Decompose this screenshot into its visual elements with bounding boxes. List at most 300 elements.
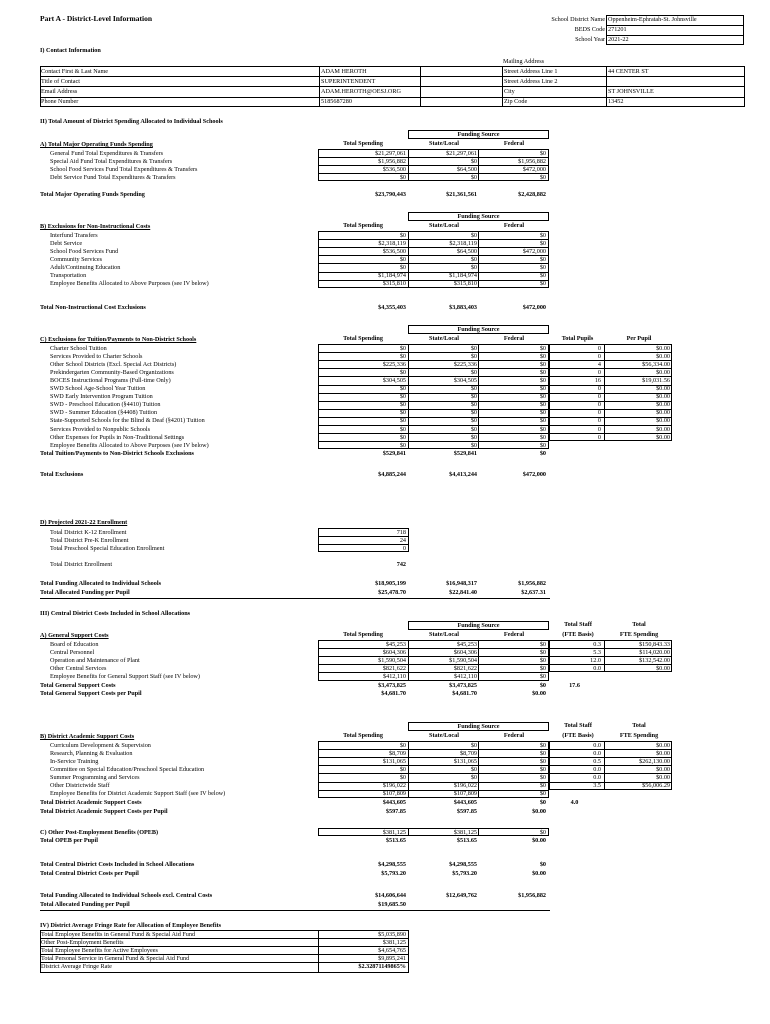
staff-value: 0.5 [593, 757, 601, 765]
mailing-value: 13452 [608, 98, 624, 106]
fte-spending-value: $0.00 [656, 765, 670, 773]
per-pupil-label: Total General Support Costs per Pupil [40, 690, 142, 697]
section-3b-title: B) District Academic Support Costs [40, 733, 135, 740]
row-label: Board of Education [50, 640, 99, 648]
row-total: $0 [399, 173, 406, 181]
contact-label: Phone Number [41, 98, 79, 106]
excl-central-label: Total Funding Allocated to Individual Schools excl. Central Costs [40, 892, 213, 899]
row-label: Research, Planning & Evaluation [50, 749, 133, 757]
col-fte-basis: (FTE Basis) [562, 631, 594, 638]
row-label: Other Expenses for Pupils in Non-Traditional Settings [50, 433, 185, 441]
row-federal: $0 [539, 664, 546, 672]
row-total: $0 [399, 741, 406, 749]
row-label: SWD Early Intervention Program Tuition [50, 393, 153, 401]
row-state: $0 [470, 409, 477, 417]
staff-value: 0.0 [593, 741, 601, 749]
opeb-per-pupil-state: $513.65 [456, 837, 477, 844]
row-label: Adult/Continuing Education [50, 263, 121, 271]
contact-value: SUPERINTENDENT [321, 77, 376, 85]
general-support-per-pupil-federal: $0.00 [532, 690, 546, 697]
col-fte-basis: (FTE Basis) [562, 732, 594, 739]
row-total: $0 [399, 417, 406, 425]
pupil-count: 0 [597, 409, 601, 417]
excl-per-pupil-label: Total Allocated Funding per Pupil [40, 901, 130, 908]
row-total: $107,809 [382, 790, 406, 798]
section-4-heading: IV) District Average Fringe Rate for Allocation of Employee Benefits [40, 922, 222, 929]
fte-spending-value: $0.00 [656, 749, 670, 757]
school-year-value: 2021-22 [608, 36, 629, 43]
row-label: Debt Service [50, 239, 83, 247]
row-federal: $0 [539, 255, 546, 263]
row-total: $821,622 [382, 664, 406, 672]
row-total: $0 [399, 441, 406, 449]
row-label: Employee Benefits Allocated to Above Purposes (see IV below) [50, 441, 209, 449]
pupil-count: 0 [597, 401, 601, 409]
section-2c-title: C) Exclusions for Tuition/Payments to Non-District Schools [40, 336, 197, 343]
row-state: $0 [470, 441, 477, 449]
mailing-label: Zip Code [504, 98, 528, 106]
row-label: Other School Districts (Excl. Special Act Districts) [50, 360, 177, 368]
row-total: $0 [399, 433, 406, 441]
row-federal: $0 [539, 640, 546, 648]
enrollment-label: Total Preschool Special Education Enrollment [50, 544, 165, 552]
per-pupil-value: $0.00 [656, 385, 670, 392]
row-state: $8,709 [459, 749, 477, 757]
fringe-value: $5,035,890 [378, 930, 406, 938]
row-label: General Fund Total Expenditures & Transfers [50, 149, 164, 157]
rule-line [40, 76, 745, 77]
total-exclusions-label: Total Exclusions [40, 471, 84, 478]
total-row-label: Total Tuition/Payments to Non-District Schools Exclusions [40, 450, 194, 457]
total-general-support-state: $3,473,825 [449, 682, 477, 689]
total-major-federal: $2,428,882 [518, 191, 546, 198]
row-label: Transportation [50, 272, 87, 279]
funding-total-federal: $1,956,882 [518, 580, 546, 587]
row-federal: $0 [539, 393, 546, 401]
row-label: Services Provided to Charter Schools [50, 352, 143, 360]
row-total: $0 [399, 409, 406, 417]
row-federal: $0 [539, 417, 546, 425]
fte-spending-value: $0.00 [656, 741, 670, 749]
section-3c-title: C) Other Post-Employment Benefits (OPEB) [40, 828, 159, 836]
contact-heading: I) Contact Information [40, 47, 101, 54]
total-row-label: Total District Academic Support Costs [40, 799, 142, 806]
fte-spending-value: $56,006.29 [642, 782, 670, 789]
per-pupil-value: $0.00 [656, 417, 670, 425]
page-title: Part A - District-Level Information [40, 14, 153, 23]
col-total-spending: Total Spending [343, 335, 383, 342]
per-pupil-label: Total Allocated Funding per Pupil [40, 589, 130, 596]
per-pupil-federal: $2,637.31 [521, 589, 546, 596]
district-name-label: School District Name [551, 16, 605, 23]
row-total: $0 [399, 765, 406, 773]
rule-line [40, 598, 550, 599]
per-pupil-total: $25,478.70 [378, 589, 406, 596]
central-per-pupil-label: Total Central District Costs per Pupil [40, 870, 139, 877]
total-row-label: Total Non-Instructional Cost Exclusions [40, 304, 146, 311]
col-state-local: State/Local [429, 732, 459, 739]
section-2b-title: B) Exclusions for Non-Instructional Costs [40, 223, 151, 230]
col-fte-spending: FTE Spending [619, 732, 659, 739]
row-federal: $0 [539, 672, 546, 680]
row-federal: $0 [539, 352, 546, 360]
row-label: Employee Benefits for General Support Staff (see IV below) [50, 672, 200, 680]
row-state: $0 [470, 417, 477, 425]
row-total: $536,500 [382, 165, 406, 173]
excl-central-federal: $1,956,882 [518, 892, 546, 899]
row-state: $304,505 [453, 376, 477, 384]
enrollment-total-label: Total District Enrollment [50, 561, 113, 568]
row-total: $0 [399, 352, 406, 360]
funding-source-label: Funding Source [457, 131, 500, 138]
total-major-state: $21,361,561 [446, 191, 477, 198]
row-total: $315,810 [382, 280, 406, 288]
row-state: $0 [470, 231, 477, 239]
total-row-label: Total General Support Costs [40, 682, 116, 689]
row-state: $604,306 [453, 648, 477, 656]
row-total: $0 [399, 255, 406, 263]
row-state: $1,184,974 [449, 272, 477, 279]
mailing-label: Street Address Line 1 [504, 67, 558, 75]
col-total-staff: Total Staff [564, 621, 592, 628]
row-federal: $0 [539, 765, 546, 773]
row-label: In-Service Training [50, 757, 99, 765]
col-federal: Federal [503, 732, 525, 739]
row-state: $0 [470, 344, 477, 352]
col-federal: Federal [503, 335, 525, 342]
enrollment-total-value: 742 [396, 561, 406, 568]
central-total-state: $4,298,555 [449, 861, 477, 868]
row-total: $225,336 [382, 360, 406, 368]
fte-spending-value: $114,020.00 [639, 648, 670, 656]
fte-spending-value: $0.00 [656, 773, 670, 781]
pupil-count: 0 [597, 344, 601, 352]
staff-value: 5.3 [593, 648, 601, 656]
row-state: $21,297,061 [446, 149, 477, 157]
row-federal: $0 [539, 231, 546, 239]
row-total: $0 [399, 385, 406, 392]
row-federal: $0 [539, 280, 546, 288]
row-label: School Food Services Fund [50, 247, 119, 255]
row-label: Community Services [50, 255, 103, 263]
fringe-label: Total Employee Benefits in General Fund & Special Aid Fund [41, 930, 196, 938]
fte-spending-value: $0.00 [656, 664, 670, 672]
col-fte-spending: FTE Spending [619, 631, 659, 638]
fringe-value: $381,125 [382, 938, 406, 946]
row-label: Curriculum Development & Supervision [50, 741, 151, 749]
central-total-total: $4,298,555 [378, 861, 406, 868]
row-total: $0 [399, 401, 406, 409]
row-total: $21,297,061 [375, 149, 406, 157]
fringe-value: $2.32871149865% [358, 962, 406, 970]
total-noninstructional-federal: $472,000 [522, 304, 546, 311]
row-federal: $472,000 [522, 247, 546, 255]
row-label: Services Provided to Nonpublic Schools [50, 425, 151, 433]
total-tuition-federal: $0 [539, 450, 546, 457]
beds-code-value: 271201 [608, 26, 627, 33]
per-pupil-label: Total District Academic Support Costs per Pupil [40, 808, 168, 815]
col-total-spending: Total Spending [343, 732, 383, 739]
row-state: $45,253 [456, 640, 477, 648]
staff-value: 0.0 [593, 664, 601, 672]
row-label: SWD - Preschool Education (§4410) Tuition [50, 401, 161, 409]
staff-value: 0.0 [593, 773, 601, 781]
row-total: $0 [399, 368, 406, 376]
row-state: $131,065 [453, 757, 477, 765]
pupil-count: 0 [597, 368, 601, 376]
row-federal: $0 [539, 272, 546, 279]
pupil-count: 0 [597, 417, 601, 425]
row-total: $0 [399, 393, 406, 401]
opeb-state: $381,125 [453, 828, 477, 836]
row-federal: $0 [539, 433, 546, 441]
row-label: Prekindergarten Community-Based Organizations [50, 368, 174, 376]
row-federal: $0 [539, 749, 546, 757]
fringe-label: Total Personal Service in General Fund & Special Aid Fund [41, 954, 190, 962]
per-pupil-value: $0.00 [656, 401, 670, 409]
mailing-label: City [504, 87, 515, 95]
per-pupil-value: $0.00 [656, 425, 670, 433]
row-total: $1,956,882 [378, 157, 406, 165]
total-academic-support-total: $443,605 [382, 799, 406, 806]
general-support-per-pupil-total: $4,681.70 [381, 690, 406, 697]
row-total: $0 [399, 425, 406, 433]
mailing-address-heading: Mailing Address [503, 58, 545, 65]
opeb-federal: $0 [539, 828, 546, 836]
row-federal: $0 [539, 173, 546, 181]
enrollment-label: Total District K-12 Enrollment [50, 528, 127, 536]
enrollment-value: 0 [402, 544, 406, 552]
total-general-support-total: $3,473,825 [378, 682, 406, 689]
central-per-pupil-total: $5,793.20 [381, 870, 406, 877]
per-pupil-value: $0.00 [656, 352, 670, 360]
excl-central-total: $14,606,644 [375, 892, 406, 899]
staff-value: 3.5 [593, 782, 601, 789]
row-label: Employee Benefits Allocated to Above Purposes (see IV below) [50, 280, 209, 288]
rule-line [40, 910, 550, 911]
row-total: $2,318,119 [378, 239, 406, 247]
row-federal: $0 [539, 149, 546, 157]
row-total: $0 [399, 231, 406, 239]
beds-code-label: BEDS Code [574, 26, 605, 33]
total-exclusions-federal: $472,000 [522, 471, 546, 478]
pupil-count: 16 [594, 376, 601, 384]
staff-value: 12.0 [590, 656, 601, 664]
row-federal: $0 [539, 376, 546, 384]
row-label: Central Personnel [50, 648, 95, 656]
district-name-value: Oppenheim-Ephratah-St. Johnsville [608, 16, 697, 23]
col-total-pupils: Total Pupils [561, 335, 594, 342]
fringe-value: $4,654,765 [378, 946, 406, 954]
pupil-count: 0 [597, 433, 601, 441]
row-state: $0 [470, 741, 477, 749]
row-federal: $0 [539, 656, 546, 664]
per-pupil-value: $0.00 [656, 344, 670, 352]
funding-total-state: $16,948,317 [446, 580, 477, 587]
col-total-fte: Total [632, 722, 646, 729]
row-state: $315,810 [453, 280, 477, 288]
row-total: $1,184,974 [378, 272, 406, 279]
row-state: $0 [470, 765, 477, 773]
total-general-support-federal: $0 [539, 682, 546, 689]
total-academic-support-federal: $0 [539, 799, 546, 806]
row-federal: $0 [539, 741, 546, 749]
col-total-fte: Total [632, 621, 646, 628]
rule-line [40, 97, 745, 98]
row-state: $0 [470, 352, 477, 360]
row-federal: $0 [539, 782, 546, 789]
row-state: $64,500 [456, 165, 477, 173]
pupil-count: 4 [597, 360, 601, 368]
col-total-spending: Total Spending [343, 631, 383, 638]
col-total-spending: Total Spending [343, 222, 383, 229]
row-label: Other Central Services [50, 664, 107, 672]
section-2-heading: II) Total Amount of District Spending Allocated to Individual Schools [40, 118, 223, 125]
col-federal: Federal [503, 140, 525, 147]
contact-label: Title of Contact [41, 77, 80, 85]
total-major-total: $23,790,443 [375, 191, 406, 198]
enrollment-value: 24 [399, 536, 406, 544]
per-pupil-value: $0.00 [656, 368, 670, 376]
row-state: $107,809 [453, 790, 477, 798]
row-federal: $0 [539, 441, 546, 449]
row-label: SWD School Age-School Year Tuition [50, 385, 146, 392]
row-federal: $0 [539, 790, 546, 798]
col-state-local: State/Local [429, 335, 459, 342]
per-pupil-value: $19,031.56 [642, 376, 670, 384]
fte-spending-value: $132,542.00 [639, 656, 670, 664]
central-per-pupil-state: $5,793.20 [452, 870, 477, 877]
excl-central-state: $12,649,762 [446, 892, 477, 899]
total-staff-value: 17.6 [569, 682, 580, 689]
per-pupil-value: $0.00 [656, 433, 670, 441]
row-state: $0 [470, 173, 477, 181]
fte-spending-value: $262,130.00 [639, 757, 670, 765]
row-total: $304,505 [382, 376, 406, 384]
row-label: BOCES Instructional Programs (Full-time Only) [50, 376, 171, 384]
per-pupil-value: $56,334.00 [642, 360, 670, 368]
row-total: $0 [399, 263, 406, 271]
row-total: $0 [399, 773, 406, 781]
row-label: State-Supported Schools for the Blind & Deaf (§4201) Tuition [50, 417, 205, 425]
row-label: Employee Benefits for District Academic Support Staff (see IV below) [50, 790, 226, 798]
per-pupil-label: Total OPEB per Pupil [40, 837, 98, 844]
pupil-count: 0 [597, 393, 601, 401]
col-total-staff: Total Staff [564, 722, 592, 729]
row-state: $0 [470, 401, 477, 409]
contact-value: ADAM.HEROTH@OESJ.ORG [321, 87, 401, 95]
row-label: Summer Programming and Services [50, 773, 140, 781]
funding-source-label: Funding Source [457, 723, 500, 730]
total-staff-value: 4.0 [570, 799, 579, 806]
per-pupil-value: $0.00 [656, 393, 670, 401]
excl-per-pupil-value: $19,685.50 [378, 901, 406, 908]
row-state: $64,500 [456, 247, 477, 255]
row-federal: $0 [539, 368, 546, 376]
section-3a-title: A) General Support Costs [40, 632, 109, 639]
row-state: $225,336 [453, 360, 477, 368]
opeb-per-pupil-total: $513.65 [385, 837, 406, 844]
per-pupil-state: $22,841.40 [449, 589, 477, 596]
total-exclusions-total: $4,885,244 [378, 471, 406, 478]
pupil-count: 0 [597, 352, 601, 360]
total-academic-support-state: $443,605 [453, 799, 477, 806]
row-label: Interfund Transfers [50, 231, 98, 239]
total-noninstructional-state: $3,883,403 [449, 304, 477, 311]
row-label: Debt Service Fund Total Expenditures & Transfers [50, 173, 176, 181]
row-label: School Food Services Fund Total Expenditures & Transfers [50, 165, 198, 173]
school-year-label: School Year [575, 36, 605, 43]
funding-total-label: Total Funding Allocated to Individual Schools [40, 580, 161, 587]
row-federal: $0 [539, 239, 546, 247]
mailing-label: Street Address Line 2 [504, 77, 558, 85]
row-label: Other Districtwide Staff [50, 782, 110, 789]
staff-value: 0.0 [593, 749, 601, 757]
fringe-label: District Average Fringe Rate [41, 962, 112, 970]
funding-source-label: Funding Source [457, 326, 500, 333]
funding-source-label: Funding Source [457, 213, 500, 220]
col-per-pupil: Per Pupil [626, 335, 652, 342]
row-total: $45,253 [385, 640, 406, 648]
fringe-value: $9,895,241 [378, 954, 406, 962]
row-total: $412,110 [383, 672, 406, 680]
rule-line [606, 25, 744, 26]
row-total: $604,306 [382, 648, 406, 656]
row-total: $536,500 [382, 247, 406, 255]
row-label: SWD - Summer Education (§4408) Tuition [50, 409, 158, 417]
row-federal: $1,956,882 [518, 157, 546, 165]
row-state: $0 [470, 425, 477, 433]
row-state: $0 [470, 157, 477, 165]
row-federal: $0 [539, 757, 546, 765]
row-state: $0 [470, 263, 477, 271]
academic-support-per-pupil-state: $597.85 [456, 808, 477, 815]
row-state: $2,318,119 [449, 239, 477, 247]
contact-value: 5185687280 [321, 98, 352, 106]
row-federal: $0 [539, 425, 546, 433]
staff-value: 0.3 [593, 640, 601, 648]
row-total: $0 [399, 344, 406, 352]
academic-support-per-pupil-federal: $0.00 [532, 808, 546, 815]
row-state: $196,022 [453, 782, 477, 789]
enrollment-label: Total District Pre-K Enrollment [50, 536, 129, 544]
contact-label: Email Address [41, 87, 78, 95]
row-total: $1,590,504 [378, 656, 406, 664]
row-total: $131,065 [382, 757, 406, 765]
central-total-label: Total Central District Costs Included in School Allocations [40, 861, 195, 868]
col-federal: Federal [503, 222, 525, 229]
row-total: $8,709 [388, 749, 406, 757]
pupil-count: 0 [597, 385, 601, 392]
col-federal: Federal [503, 631, 525, 638]
pupil-count: 0 [597, 425, 601, 433]
row-federal: $472,000 [522, 165, 546, 173]
row-federal: $0 [539, 263, 546, 271]
opeb-total: $381,125 [382, 828, 406, 836]
fringe-label: Total Employee Benefits for Active Employees [41, 946, 158, 954]
central-per-pupil-federal: $0.00 [532, 870, 546, 877]
row-state: $0 [470, 368, 477, 376]
row-federal: $0 [539, 773, 546, 781]
row-federal: $0 [539, 409, 546, 417]
row-federal: $0 [539, 385, 546, 392]
contact-value: ADAM HEROTH [321, 67, 367, 75]
total-tuition-total: $529,841 [382, 450, 406, 457]
section-2a-title: A) Total Major Operating Funds Spending [40, 141, 153, 148]
row-federal: $0 [539, 344, 546, 352]
row-state: $0 [470, 255, 477, 263]
total-exclusions-state: $4,413,244 [449, 471, 477, 478]
